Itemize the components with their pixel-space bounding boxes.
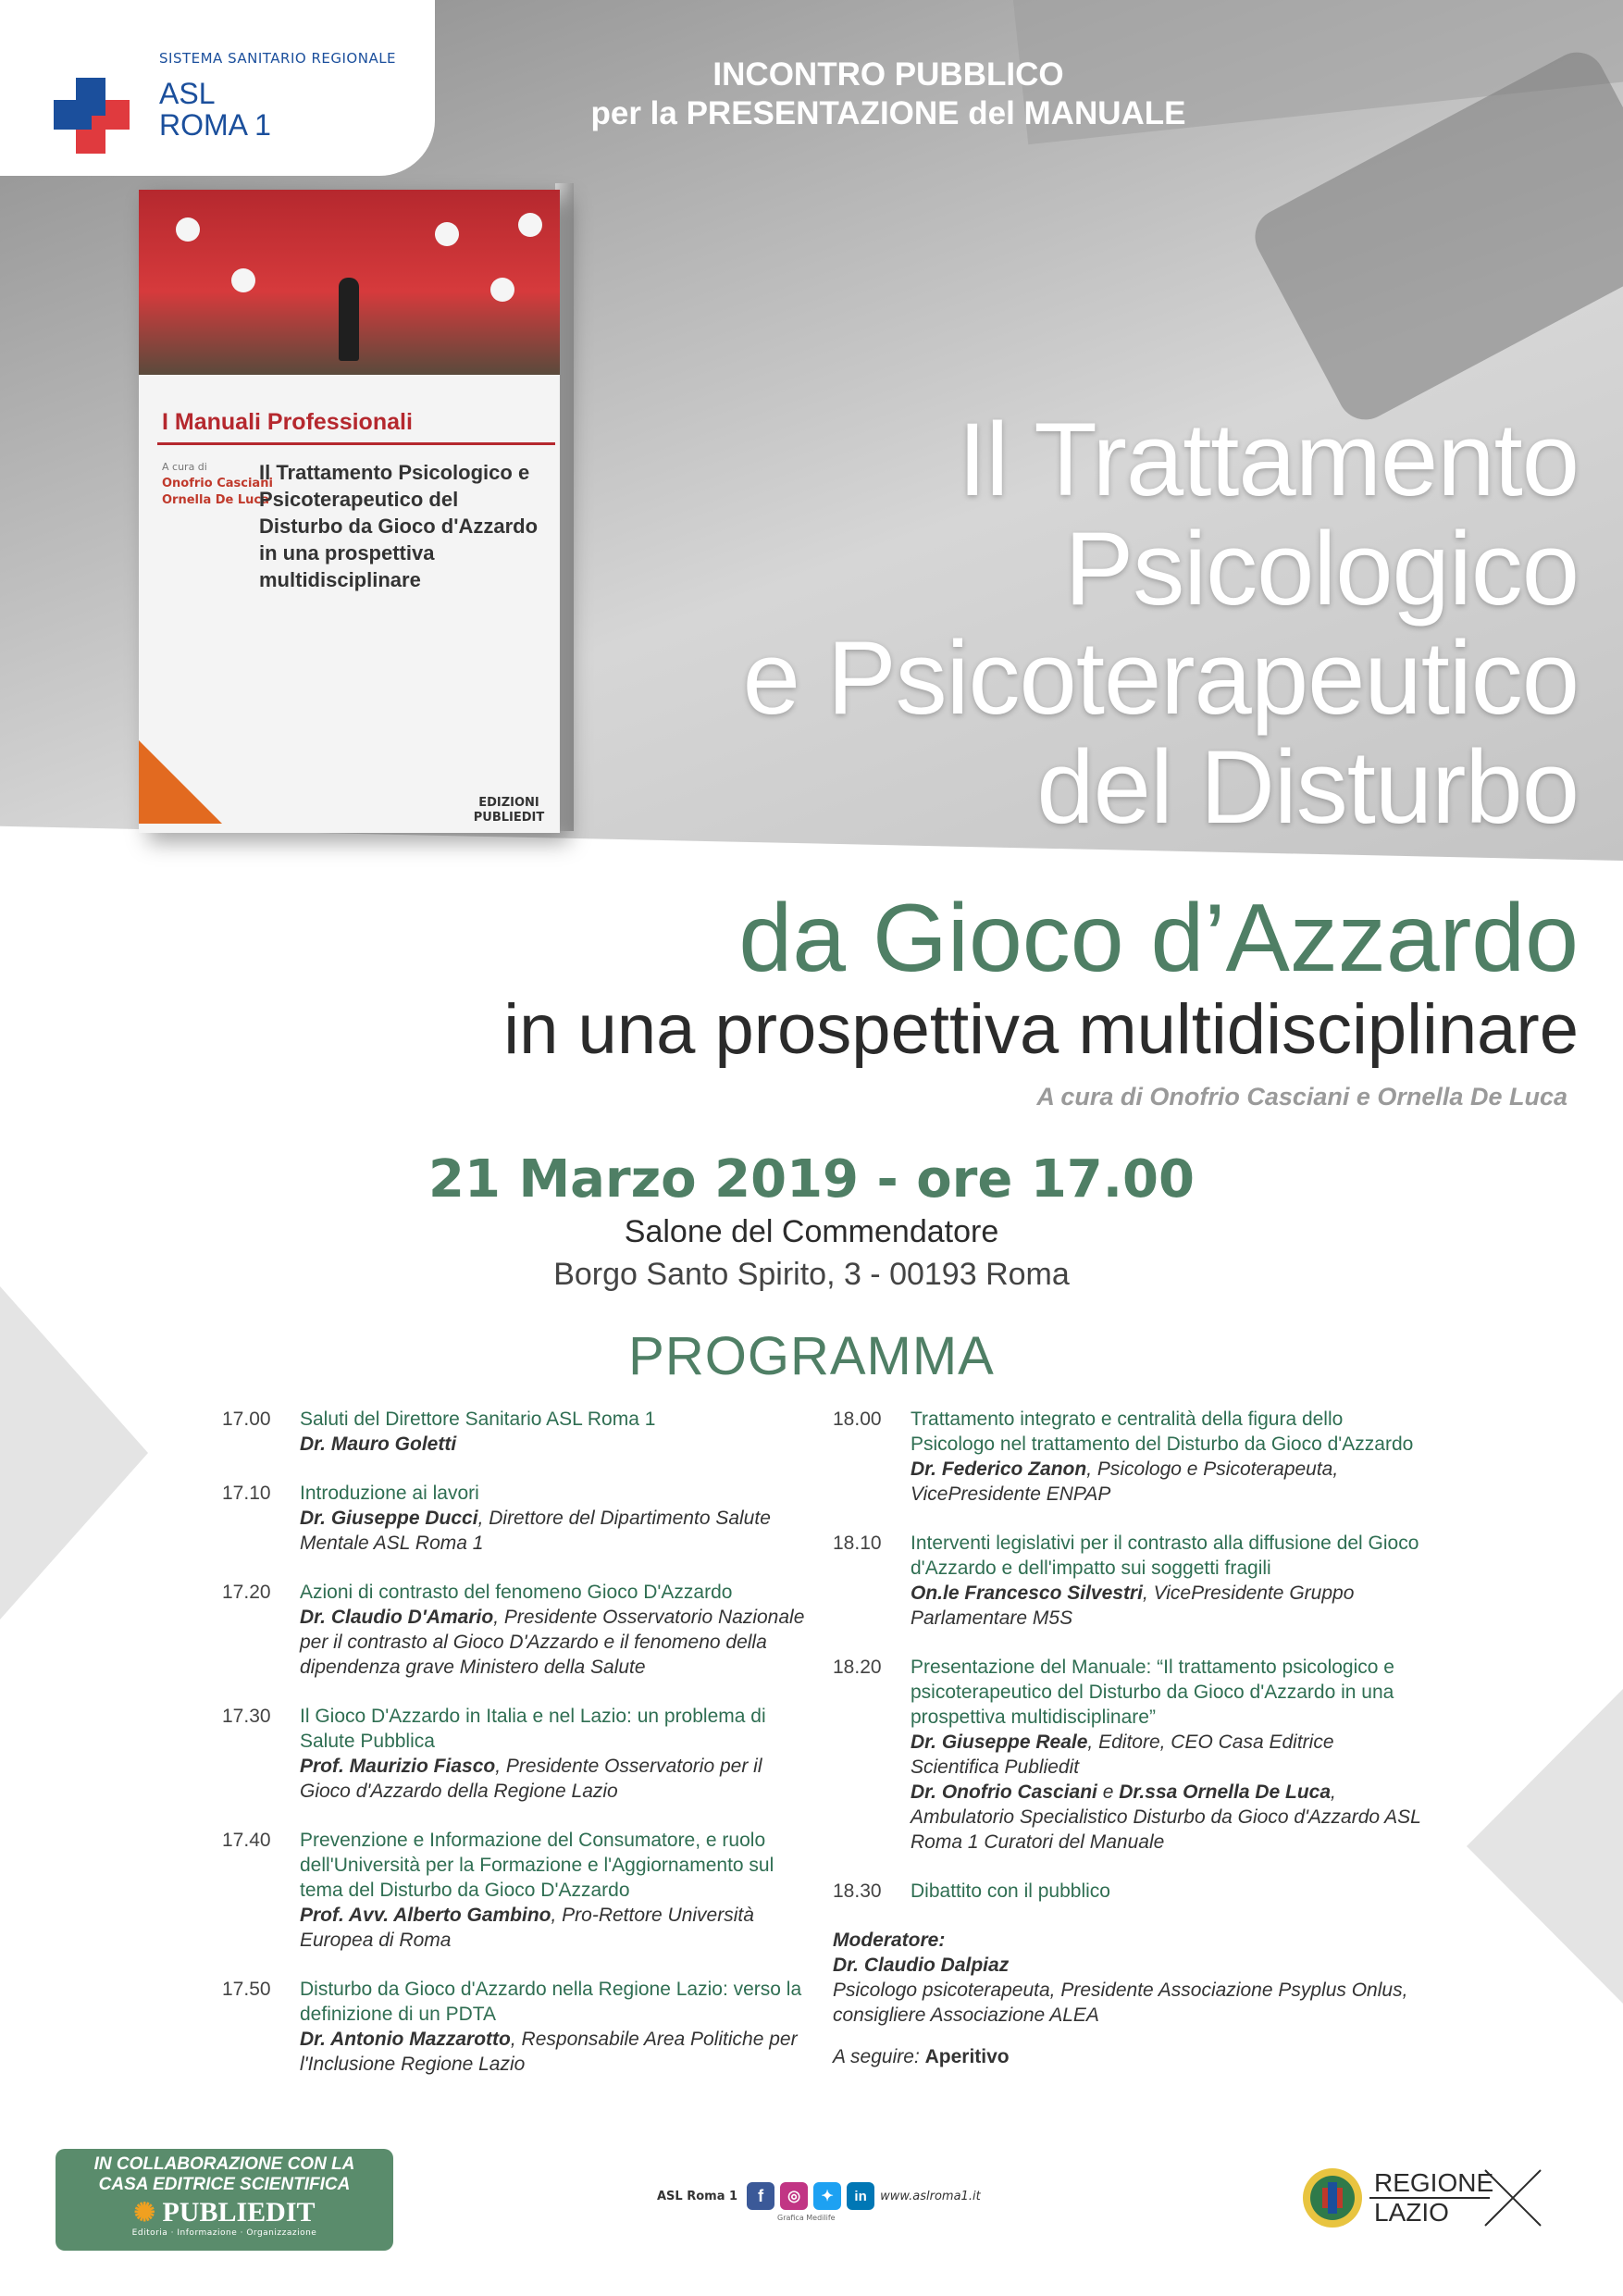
region-line2: LAZIO xyxy=(1374,2198,1449,2227)
book-publisher xyxy=(463,796,555,825)
dice-dot xyxy=(435,222,459,246)
follow-label: A seguire: xyxy=(833,2046,925,2067)
program-speaker: Prof. Maurizio Fiasco xyxy=(300,1756,496,1777)
book-author2: Ornella De Luca xyxy=(162,493,269,507)
dice-dot xyxy=(231,268,255,292)
title-line5: da Gioco d’Azzardo xyxy=(738,885,1579,992)
program-speaker-line xyxy=(911,1457,1425,1507)
program-speaker: Prof. Avv. Alberto Gambino xyxy=(300,1905,551,1926)
program-time: 17.20 xyxy=(222,1582,271,1603)
book-title: Il Trattamento Psicologico e Psicoterapeutico del Disturbo da Gioco d'Azzardo in una prospettiva multidisciplinare xyxy=(259,461,539,591)
program-right-column xyxy=(833,1407,1425,2069)
program-item xyxy=(222,1580,814,1680)
program-item xyxy=(222,1481,814,1556)
book-series: I Manuali Professionali xyxy=(162,409,413,435)
program-speaker-line xyxy=(911,1780,1425,1855)
program-item xyxy=(222,1704,814,1804)
publiedit-name: PUBLIEDIT xyxy=(162,2197,316,2228)
title-line1: Il Trattamento xyxy=(958,402,1579,517)
program-speaker: Dr.ssa Ornella De Luca xyxy=(1119,1781,1332,1803)
program-time: 17.30 xyxy=(222,1706,271,1727)
program-topic: Dibattito con il pubblico xyxy=(911,1880,1110,1902)
program-time: 18.10 xyxy=(833,1533,882,1554)
program-speaker: Dr. Giuseppe Reale xyxy=(911,1731,1088,1753)
programma-heading: PROGRAMMA xyxy=(628,1326,995,1386)
dice-dot xyxy=(490,278,514,302)
social-label: ASL Roma 1 xyxy=(657,2189,738,2203)
event-line1: INCONTRO PUBBLICO xyxy=(712,56,1064,93)
program-role: , Direttore del Dipartimento Salute Mentale ASL Roma 1 xyxy=(300,1508,771,1554)
program-item xyxy=(222,1407,814,1457)
event-address: Borgo Santo Spirito, 3 - 00193 Roma xyxy=(553,1257,1070,1292)
linkedin-icon[interactable]: in xyxy=(847,2182,874,2210)
asl-name xyxy=(159,78,271,141)
instagram-icon[interactable]: ◎ xyxy=(780,2182,808,2210)
dice-dot xyxy=(518,213,542,237)
moderator-role: Psicologo psicoterapeuta, Presidente Associazione Psyplus Onlus, consigliere Associazione ALEA xyxy=(833,1980,1408,2026)
moderator-label: Moderatore: xyxy=(833,1930,946,1951)
program-time: 17.40 xyxy=(222,1830,271,1851)
program-speaker-line xyxy=(300,1754,814,1804)
decorative-triangle xyxy=(1467,1689,1623,2004)
program-item xyxy=(833,1531,1425,1631)
program-speaker-line xyxy=(300,1605,814,1680)
event-line2: per la PRESENTAZIONE del MANUALE xyxy=(590,95,1186,131)
program-speaker: Dr. Mauro Goletti xyxy=(300,1433,457,1455)
collab-line2: CASA EDITRICE SCIENTIFICA xyxy=(98,2175,351,2194)
program-item xyxy=(833,1879,1425,1904)
program-topic: Disturbo da Gioco d'Azzardo nella Regione Lazio: verso la definizione di un PDTA xyxy=(300,1979,802,2025)
program-conj: e xyxy=(1096,1781,1120,1803)
program-left-column xyxy=(222,1407,814,2101)
title-line6: in una prospettiva multidisciplinare xyxy=(503,990,1579,1069)
program-speaker: Dr. Claudio D'Amario xyxy=(300,1607,494,1628)
program-role: , Presidente Osservatorio Nazionale per il contrasto al Gioco D'Azzardo e il fenomeno della dipendenza grave Ministero della Salute xyxy=(300,1607,805,1678)
dice-dot xyxy=(176,217,200,242)
program-topic: Saluti del Direttore Sanitario ASL Roma 1 xyxy=(300,1409,656,1430)
credit-line: Grafica Medilife xyxy=(777,2214,836,2222)
program-time: 18.20 xyxy=(833,1657,882,1678)
program-topic: Presentazione del Manuale: “Il trattamento psicologico e psicoterapeutico del Disturbo da Gioco d'Azzardo in una prospettiva multidisciplinare” xyxy=(911,1657,1394,1728)
book-author1: Onofrio Casciani xyxy=(162,477,273,490)
program-role: , Pro-Rettore Università Europea di Roma xyxy=(300,1905,754,1951)
program-speaker: On.le Francesco Silvestri xyxy=(911,1582,1143,1604)
program-topic: Interventi legislativi per il contrasto alla diffusione del Gioco d'Azzardo e dell'impatto sui soggetti fragili xyxy=(911,1533,1419,1579)
program-speaker: Dr. Giuseppe Ducci xyxy=(300,1508,478,1529)
website-link[interactable]: www.aslroma1.it xyxy=(880,2189,981,2203)
title-line3: e Psicoterapeutico xyxy=(742,620,1579,736)
program-item xyxy=(222,1977,814,2077)
program-topic: Trattamento integrato e centralità della figura dello Psicologo nel trattamento del Disturbo da Gioco d'Azzardo xyxy=(911,1409,1414,1455)
curators: A cura di Onofrio Casciani e Ornella De Luca xyxy=(1036,1083,1567,1111)
asl-cross-icon xyxy=(76,78,105,116)
regione-lazio-emblem-icon xyxy=(1300,2166,1365,2230)
follow-value: Aperitivo xyxy=(924,2046,1010,2067)
program-role: , Responsabile Area Politiche per l'Inclusione Regione Lazio xyxy=(300,2029,798,2075)
program-time: 17.00 xyxy=(222,1409,271,1430)
twitter-icon[interactable]: ✦ xyxy=(813,2182,841,2210)
book-publisher-line1: EDIZIONI xyxy=(478,796,539,810)
book-curated-label: A cura di xyxy=(162,461,207,473)
book-authors xyxy=(162,459,273,509)
program-speaker-line xyxy=(300,1903,814,1953)
program-time: 17.10 xyxy=(222,1483,271,1504)
follow-line xyxy=(833,2044,1425,2069)
program-role: , Psicologo e Psicoterapeuta, VicePresidente ENPAP xyxy=(911,1458,1339,1505)
book-rule xyxy=(157,442,555,445)
program-speaker-line xyxy=(911,1730,1425,1780)
title-line4: del Disturbo xyxy=(1036,729,1579,845)
event-date: 21 Marzo 2019 - ore 17.00 xyxy=(428,1149,1195,1210)
moderator-block xyxy=(833,1928,1425,2028)
program-topic: Prevenzione e Informazione del Consumatore, e ruolo dell'Università per la Formazione e l'Aggiornamento sul tema del Disturbo da Gioco D'Azzardo xyxy=(300,1830,774,1901)
program-speaker-line xyxy=(300,1506,814,1556)
program-speaker: Dr. Federico Zanon xyxy=(911,1458,1087,1480)
org-line: SISTEMA SANITARIO REGIONALE xyxy=(159,50,397,67)
publiedit-logo xyxy=(56,2197,393,2228)
program-role: , Editore, CEO Casa Editrice Scientifica Publiedit xyxy=(911,1731,1334,1778)
publiedit-tag: Editoria · Informazione · Organizzazione xyxy=(131,2228,317,2238)
social-bar xyxy=(657,2182,981,2210)
facebook-icon[interactable]: f xyxy=(747,2182,774,2210)
program-speaker-line xyxy=(300,1432,814,1457)
program-speaker-line xyxy=(911,1581,1425,1631)
program-topic: Il Gioco D'Azzardo in Italia e nel Lazio: un problema di Salute Pubblica xyxy=(300,1706,766,1752)
program-item xyxy=(222,1828,814,1953)
publiedit-box xyxy=(56,2149,393,2251)
program-time: 18.30 xyxy=(833,1880,882,1902)
program-topic: Azioni di contrasto del fenomeno Gioco D'Azzardo xyxy=(300,1582,733,1603)
program-item xyxy=(833,1655,1425,1855)
program-role: , VicePresidente Gruppo Parlamentare M5S xyxy=(911,1582,1355,1629)
main-title xyxy=(561,402,1579,845)
program-role: , Ambulatorio Specialistico Disturbo da Gioco d'Azzardo ASL Roma 1 Curatori del Manuale xyxy=(911,1781,1421,1853)
event-venue: Salone del Commendatore xyxy=(624,1214,999,1249)
program-speaker: Dr. Onofrio Casciani xyxy=(911,1781,1097,1803)
program-time: 18.00 xyxy=(833,1409,882,1430)
regione-lazio-text xyxy=(1374,2168,1493,2228)
program-speaker-line xyxy=(300,2027,814,2077)
program-speaker: Dr. Antonio Mazzarotto xyxy=(300,2029,511,2050)
program-time: 17.50 xyxy=(222,1979,271,2000)
moderator-name: Dr. Claudio Dalpiaz xyxy=(833,1955,1010,1976)
sun-icon: ✺ xyxy=(133,2199,155,2228)
title-line2: Psicologico xyxy=(1064,511,1579,627)
program-topic: Introduzione ai lavori xyxy=(300,1483,479,1504)
collab-line1: IN COLLABORAZIONE CON LA xyxy=(93,2154,355,2174)
event-heading xyxy=(518,56,1258,133)
program-role: , Presidente Osservatorio per il Gioco d'Azzardo della Regione Lazio xyxy=(300,1756,762,1802)
region-line1: REGIONE xyxy=(1374,2168,1494,2197)
program-item xyxy=(833,1407,1425,1507)
asl-line2: ROMA 1 xyxy=(159,108,271,142)
asl-line1: ASL xyxy=(159,77,216,110)
book-figure xyxy=(339,278,359,361)
book-publisher-line2: PUBLIEDIT xyxy=(473,811,545,825)
